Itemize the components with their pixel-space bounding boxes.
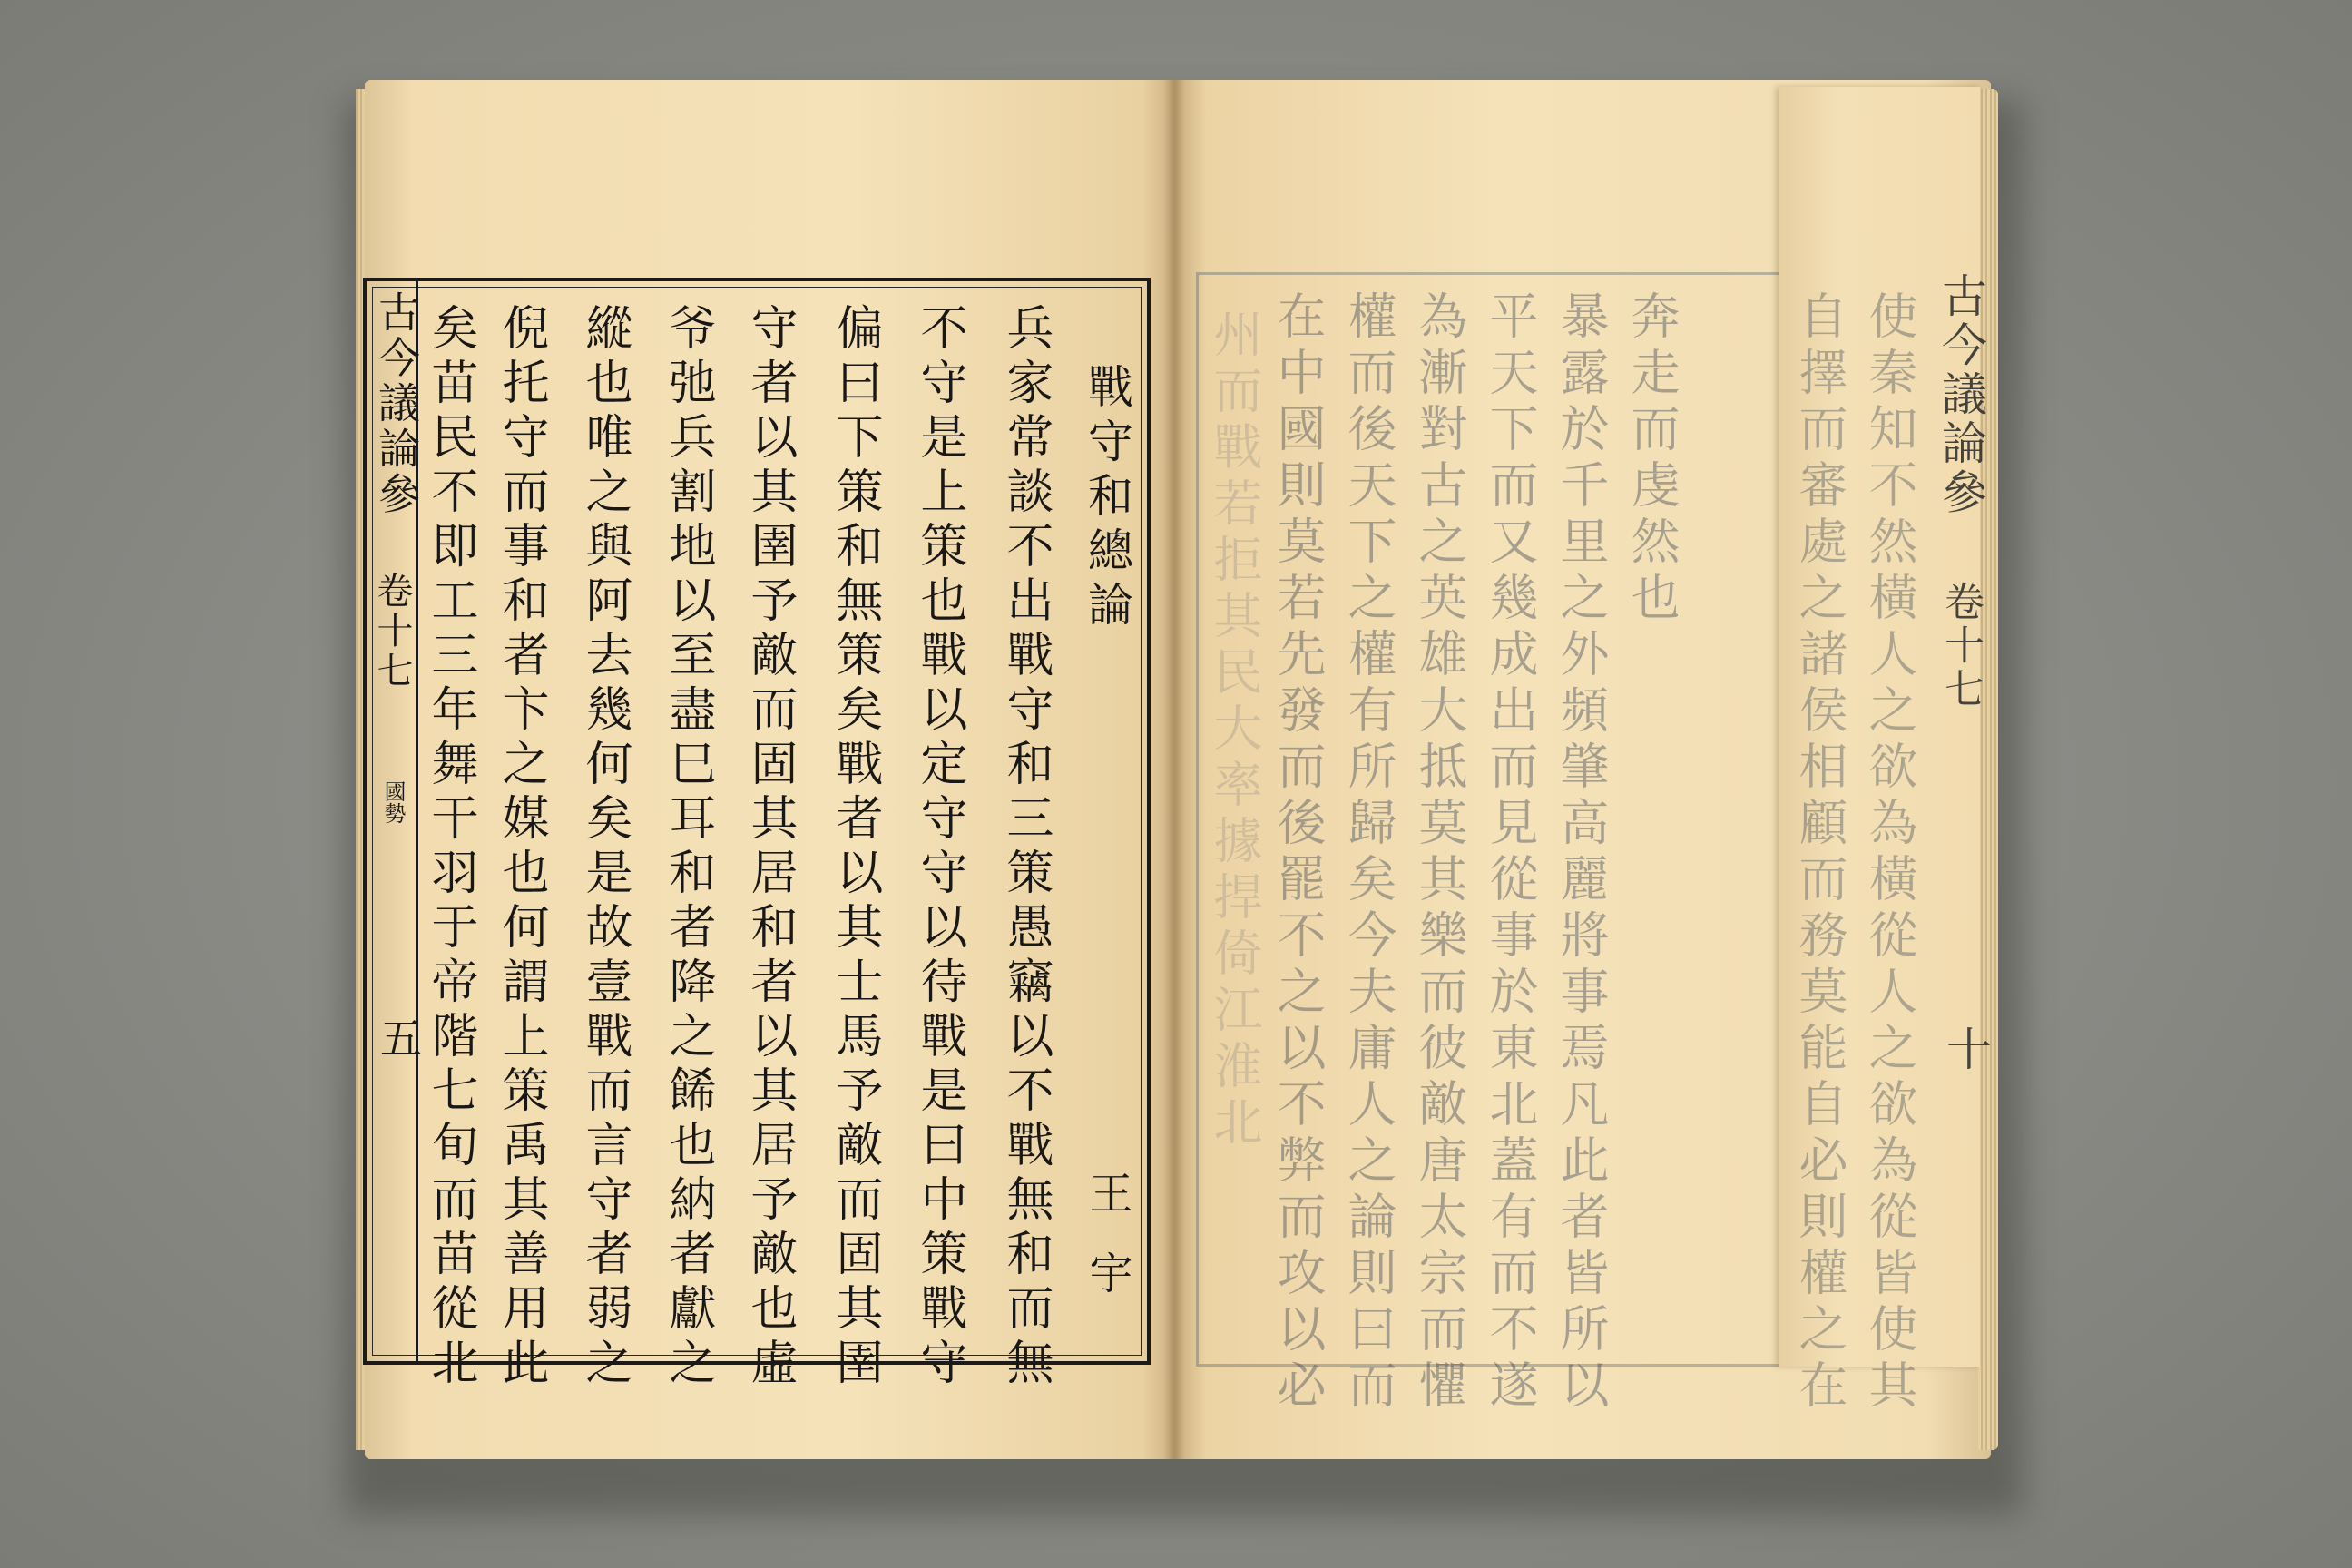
showthrough-column-1: 州而戰若拒其民大率據捍倚江淮北 — [1206, 309, 1263, 1152]
text-column-8: 矣苗民不即工三年舞干羽于帝階七旬而苗從北 — [423, 303, 477, 1392]
right-column-7: 自擇而審處之諸侯相顧而務莫能自必則權之在 — [1791, 290, 1848, 1416]
text-column-4: 守者以其圉予敵而固其居和者以其居予敵也虛 — [742, 303, 797, 1392]
right-column-1: 在中國則莫若先發而後罷不之以不弊而攻以必 — [1269, 290, 1327, 1416]
text-column-3: 偏曰下策和無策矣戰者以其士馬予敵而固其圉 — [828, 303, 882, 1392]
right-column-6: 奔走而虔然也 — [1623, 290, 1681, 628]
right-margin-folio: 十 — [1939, 1025, 1992, 1074]
essay-heading: 戰守和總論 — [1081, 363, 1133, 635]
left-margin-title: 古今議論參 — [372, 290, 421, 517]
text-column-1: 兵家常談不出戰守和三策愚竊以不戰無和而無 — [998, 303, 1053, 1392]
text-column-2: 不守是上策也戰以定守守以待戰是曰中策戰守 — [912, 303, 966, 1392]
left-margin-volume: 卷十七 — [371, 572, 413, 691]
right-margin-title: 古今議論參 — [1935, 272, 1987, 517]
text-column-7: 倪托守而事和者卞之媒也何謂上策禹其善用此 — [494, 303, 548, 1392]
left-margin-section: 國勢 — [380, 780, 406, 824]
text-column-5: 爷弛兵割地以至盡巳耳和者降之餙也納者獻之 — [661, 303, 715, 1392]
essay-author: 王宇 — [1082, 1171, 1132, 1330]
right-column-8: 使秦知不然橫人之欲為橫從人之欲為從皆使其 — [1861, 290, 1918, 1416]
left-margin-folio: 五 — [374, 1016, 423, 1062]
text-column-6: 縱也唯之與阿去幾何矣是故壹戰而言守者弱之 — [577, 303, 632, 1392]
right-margin-volume: 卷十七 — [1937, 581, 1984, 711]
right-column-2: 權而後天下之權有所歸矣今夫庸人之論則曰而 — [1340, 290, 1397, 1416]
right-column-3: 為漸對古之英雄大抵莫其樂而彼敵唐太宗而懼 — [1411, 290, 1468, 1416]
right-column-4: 平天下而又幾成出而見從事於東北蓋有而不遂 — [1482, 290, 1539, 1416]
right-column-5: 暴露於千里之外頻肇高麗將事焉凡此者皆所以 — [1553, 290, 1610, 1416]
book-gutter — [1163, 80, 1185, 1459]
